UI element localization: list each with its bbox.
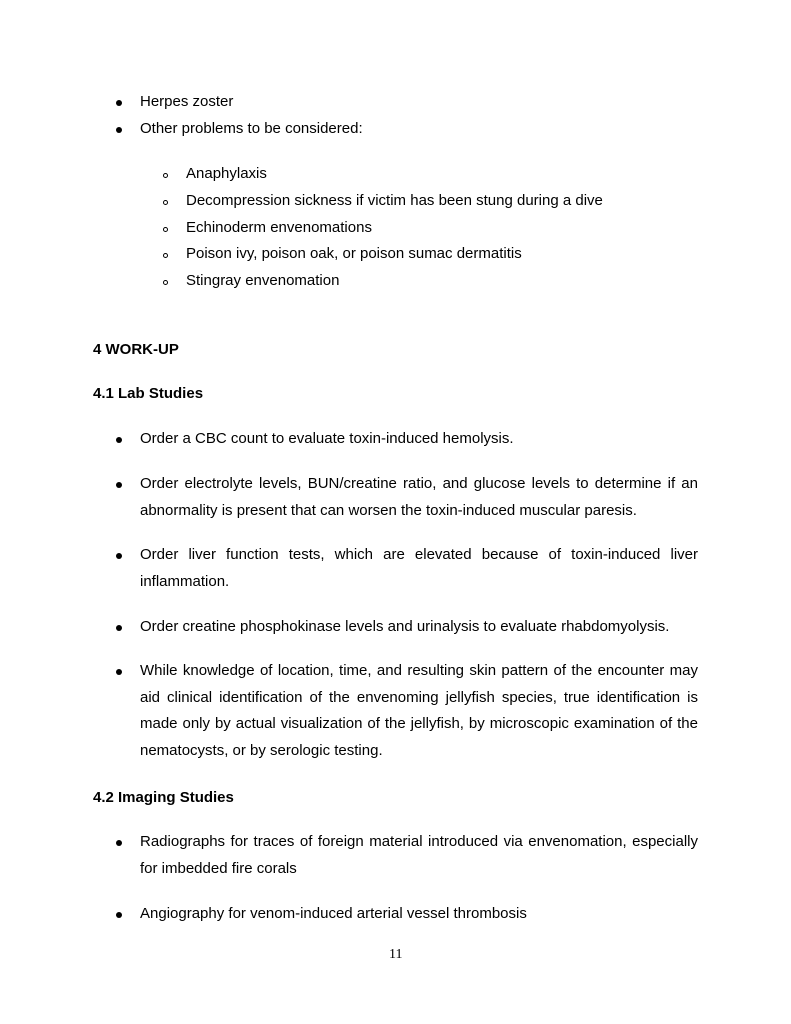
list-item-herpes-zoster: Herpes zoster — [140, 93, 234, 110]
sub-bullet-circle — [163, 253, 168, 258]
bullet-dot — [116, 127, 122, 133]
subsection-heading-lab-studies: 4.1 Lab Studies — [93, 385, 204, 402]
sub-item-poison-ivy: Poison ivy, poison oak, or poison sumac dermatitis — [186, 245, 522, 262]
imaging-item-angiography: Angiography for venom-induced arterial vessel thrombosis — [140, 905, 527, 922]
sub-bullet-circle — [163, 280, 168, 285]
lab-item-liver-function: Order liver function tests, which are elevated because of toxin-induced liver inflammation. — [140, 546, 698, 590]
bullet-dot — [116, 912, 122, 918]
sub-bullet-circle — [163, 200, 168, 205]
bullet-dot — [116, 100, 122, 106]
bullet-dot — [116, 553, 122, 559]
bullet-dot — [116, 840, 122, 846]
list-item-other-problems: Other problems to be considered: — [140, 120, 363, 137]
lab-item-identification: While knowledge of location, time, and resulting skin pattern of the encounter may aid clinical identification of the envenoming jellyfish species, true identification is made only by actual visualization of the jellyfish, by microscopic examination of the nematocysts, or by serologic testing. — [140, 662, 698, 760]
sub-item-decompression: Decompression sickness if victim has been stung during a dive — [186, 192, 603, 209]
sub-item-anaphylaxis: Anaphylaxis — [186, 165, 267, 182]
section-heading-work-up: 4 WORK-UP — [93, 341, 179, 358]
bullet-dot — [116, 625, 122, 631]
lab-item-cbc: Order a CBC count to evaluate toxin-induced hemolysis. — [140, 430, 514, 447]
subsection-heading-imaging-studies: 4.2 Imaging Studies — [93, 789, 234, 806]
bullet-dot — [116, 482, 122, 488]
imaging-item-radiographs: Radiographs for traces of foreign material introduced via envenomation, especially for imbedded fire corals — [140, 833, 698, 877]
sub-item-echinoderm: Echinoderm envenomations — [186, 219, 372, 236]
bullet-dot — [116, 437, 122, 443]
page-number: 11 — [389, 947, 403, 962]
sub-bullet-circle — [163, 227, 168, 232]
lab-item-creatine-phosphokinase: Order creatine phosphokinase levels and urinalysis to evaluate rhabdomyolysis. — [140, 618, 670, 635]
sub-item-stingray: Stingray envenomation — [186, 272, 340, 289]
sub-bullet-circle — [163, 173, 168, 178]
lab-item-electrolytes: Order electrolyte levels, BUN/creatine ratio, and glucose levels to determine if an abnormality is present that can worsen the toxin-induced muscular paresis. — [140, 475, 698, 519]
bullet-dot — [116, 669, 122, 675]
